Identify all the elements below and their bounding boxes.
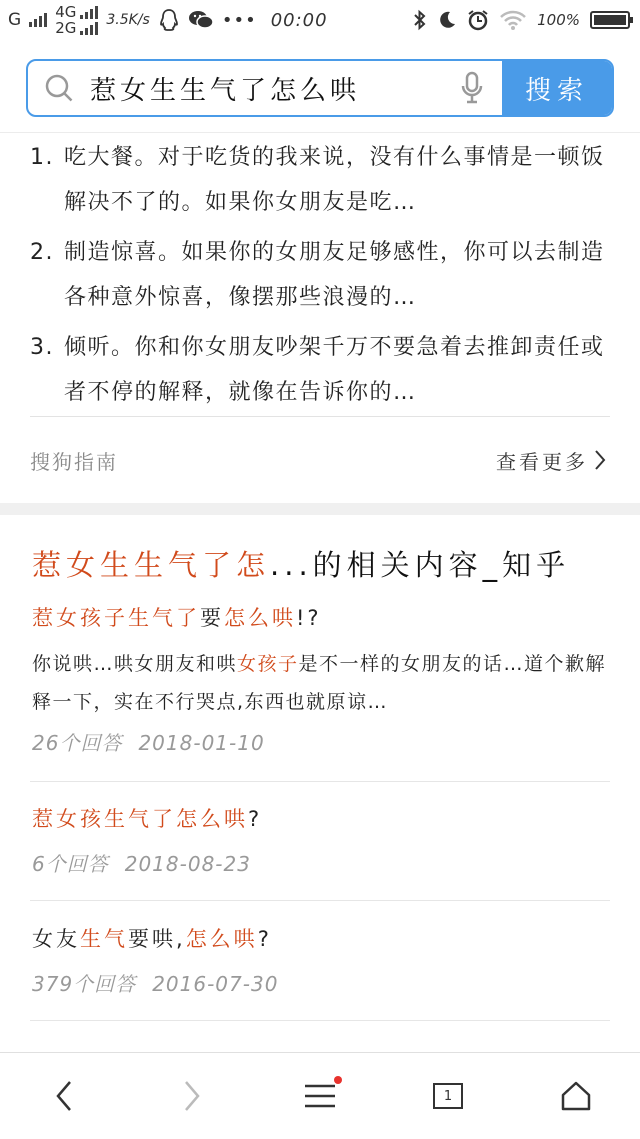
search-input[interactable]	[28, 61, 442, 115]
question-date: 2016-07-30	[152, 972, 279, 996]
network-type-1: 4G	[55, 3, 77, 21]
title-text: 要	[200, 606, 224, 630]
title-text: 要哄,	[128, 927, 186, 951]
voice-search-button[interactable]	[442, 61, 502, 115]
snippet-text: 你说哄…哄女朋友和哄	[32, 653, 238, 675]
result-title-highlight: 惹女生生气了怎	[32, 548, 271, 582]
divider	[30, 900, 610, 901]
guide-source: 搜狗指南	[30, 449, 118, 474]
header-divider	[0, 132, 640, 133]
guide-item-text: 制造惊喜。如果你的女朋友足够感性，你可以去制造各种意外惊喜，像摆那些浪漫的…	[64, 240, 605, 310]
question-item[interactable]	[32, 924, 610, 997]
question-snippet	[32, 645, 610, 721]
battery-icon	[590, 11, 630, 29]
result-title-link[interactable]	[32, 543, 622, 584]
clock: 00:00	[270, 9, 328, 31]
question-meta	[32, 968, 610, 997]
search-bar	[26, 59, 614, 117]
guide-item[interactable]	[30, 325, 610, 415]
question-meta	[32, 848, 610, 877]
bottom-nav	[0, 1052, 640, 1139]
answer-count: 379个回答	[32, 972, 137, 996]
tabs-icon	[433, 1083, 463, 1109]
search-icon	[44, 73, 74, 103]
alarm-icon	[467, 9, 489, 31]
divider	[30, 781, 610, 782]
guide-item-number: 3.	[30, 335, 54, 360]
chevron-left-icon	[55, 1080, 73, 1112]
signal-icon	[29, 13, 47, 27]
menu-button[interactable]	[280, 1066, 360, 1126]
question-meta	[32, 727, 610, 756]
answer-count: 6个回答	[32, 852, 109, 876]
tabs-count: 1	[443, 1088, 453, 1104]
question-item[interactable]	[32, 603, 610, 756]
guide-footer	[30, 440, 606, 480]
chevron-right-icon	[183, 1080, 201, 1112]
title-text: ?	[248, 807, 263, 831]
menu-icon	[304, 1083, 336, 1109]
title-text: 女友	[32, 927, 80, 951]
home-button[interactable]	[536, 1066, 616, 1126]
guide-item-number: 2.	[30, 240, 54, 265]
divider	[30, 1020, 610, 1021]
home-icon	[560, 1081, 592, 1111]
title-highlight: 怎么哄	[185, 927, 258, 951]
chevron-right-icon	[594, 449, 606, 471]
title-text: !?	[296, 606, 322, 630]
network-type-2: 2G	[55, 19, 77, 37]
network-indicator	[55, 4, 98, 36]
battery-percent: 100%	[537, 11, 580, 29]
snippet-highlight: 女孩子	[237, 653, 299, 675]
guide-item[interactable]	[30, 230, 610, 320]
tabs-button[interactable]	[408, 1066, 488, 1126]
title-highlight: 生气	[80, 927, 128, 951]
question-title	[32, 804, 610, 834]
back-button[interactable]	[24, 1066, 104, 1126]
signal-icon	[80, 21, 98, 35]
view-more-label: 查看更多	[496, 449, 588, 474]
title-text: ?	[257, 927, 272, 951]
bluetooth-icon	[413, 9, 427, 31]
moon-icon	[437, 10, 457, 30]
question-title	[32, 924, 610, 954]
title-highlight: 怎么哄	[224, 606, 296, 630]
forward-button[interactable]	[152, 1066, 232, 1126]
question-date: 2018-08-23	[124, 852, 251, 876]
guide-item-number: 1.	[30, 145, 54, 170]
microphone-icon	[460, 71, 484, 105]
guide-item-text: 吃大餐。对于吃货的我来说，没有什么事情是一顿饭解决不了的。如果你女朋友是吃…	[64, 145, 605, 215]
question-item[interactable]	[32, 804, 610, 877]
title-highlight: 惹女孩生气了怎么哄	[32, 807, 248, 831]
wifi-icon	[499, 10, 527, 30]
search-query: 惹女生生气了怎么哄	[90, 75, 361, 106]
signal-icon	[80, 5, 98, 19]
answer-count: 26个回答	[32, 731, 123, 755]
question-date: 2018-01-10	[138, 731, 265, 755]
carrier-label: G	[8, 10, 22, 30]
view-more-link[interactable]	[496, 446, 606, 475]
question-title	[32, 603, 610, 633]
guide-item-text: 倾听。你和你女朋友吵架千万不要急着去推卸责任或者不停的解释，就像在告诉你的…	[64, 335, 605, 405]
more-icon: •••	[221, 9, 257, 31]
result-title-rest: ...的相关内容_知乎	[270, 548, 571, 582]
status-bar	[0, 0, 640, 40]
network-speed: 3.5K/s	[106, 12, 150, 28]
section-gap	[0, 503, 640, 515]
guide-item[interactable]	[30, 135, 610, 225]
notification-dot	[334, 1076, 342, 1084]
search-button[interactable]: 搜索	[502, 61, 612, 115]
snippet-text: 是不一样的女朋友的话…道个歉解释一下，实在不行哭点,东西也就原谅…	[32, 653, 607, 713]
qq-icon	[158, 8, 180, 32]
divider	[30, 416, 610, 417]
wechat-icon	[188, 9, 214, 31]
guide-list	[30, 135, 610, 420]
title-highlight: 惹女孩子生气了	[32, 606, 200, 630]
